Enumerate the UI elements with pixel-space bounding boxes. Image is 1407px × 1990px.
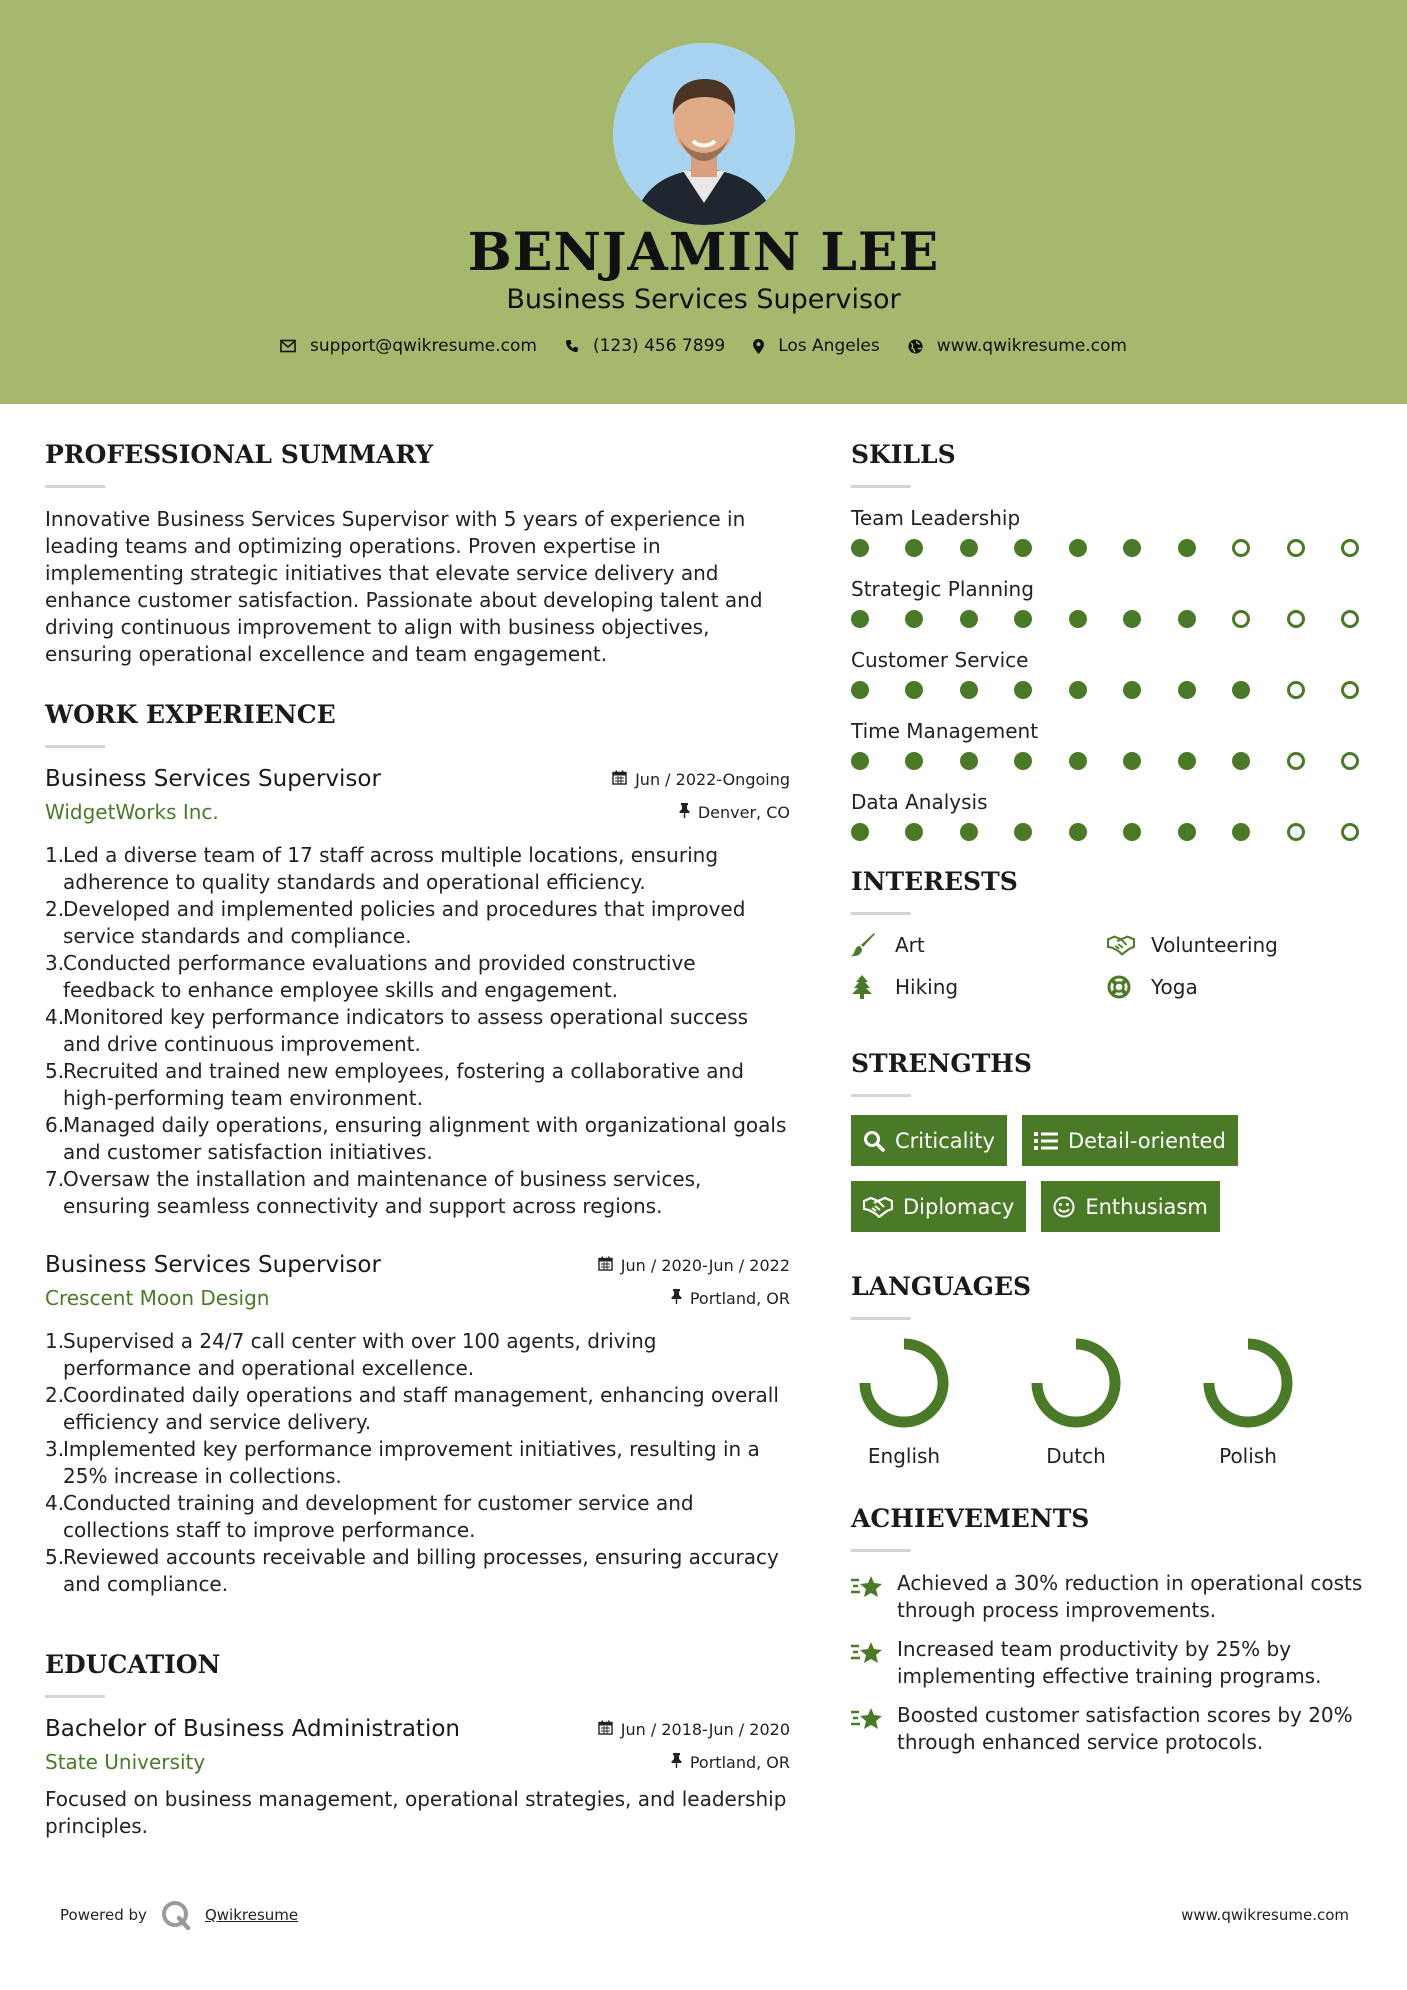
interest-item [1107,933,1363,957]
strengths-list [851,1115,1371,1232]
footer-powered-by [60,1900,298,1930]
section-divider [45,1695,105,1698]
section-divider [45,485,105,488]
rating-dot-filled [851,681,869,699]
rating-dot-filled [1069,752,1087,770]
language-progress-ring [859,1338,949,1428]
skill-rating [851,610,1359,628]
list-item: 5. Reviewed accounts receivable and billing processes, ensuring accuracy and compliance. [45,1545,779,1596]
shooting-star-icon [851,1702,883,1756]
rating-dot-empty [1341,539,1359,557]
candidate-title: Business Services Supervisor [506,284,901,315]
website-text: www.qwikresume.com [936,336,1127,356]
rating-dot-empty [1287,681,1305,699]
interests-grid [851,933,1371,999]
location-text: Los Angeles [778,336,880,356]
language-progress-arc [1209,1344,1287,1422]
skill-item [851,577,1371,628]
rating-dot-filled [1069,823,1087,841]
list-item: 5. Recruited and trained new employees, fostering a collaborative and high-performing team environment. [45,1059,744,1110]
list-item: 4. Conducted training and development for customer service and collections staff to improve performance. [45,1491,694,1542]
achievement-item [851,1570,1371,1624]
list-item: 2. Developed and implemented policies and procedures that improved service standards and compliance. [45,897,746,948]
qwikresume-logo-icon [161,1900,191,1930]
skill-rating [851,539,1359,557]
rating-dot-empty [1287,610,1305,628]
rating-dot-filled [1069,681,1087,699]
summary-heading: PROFESSIONAL SUMMARY [45,440,434,469]
contact-email[interactable] [280,336,537,356]
tree-icon [851,975,879,999]
rating-dot-empty [1287,823,1305,841]
rating-dot-filled [1178,539,1196,557]
education-location: Portland, OR [689,1752,790,1772]
degree-title: Bachelor of Business Administration [45,1716,460,1742]
job-bullets [45,842,790,1220]
rating-dot-filled [851,823,869,841]
skill-name: Time Management [851,719,1039,743]
section-divider [851,912,911,915]
interest-label: Hiking [895,975,959,999]
contact-website[interactable] [908,336,1127,356]
strength-label: Diplomacy [903,1194,1015,1219]
strength-chip [851,1181,1026,1232]
achievement-text: Achieved a 30% reduction in operational costs through process improvements. [897,1571,1363,1622]
resume-header [0,0,1407,404]
section-divider [851,1317,911,1320]
left-column [45,440,790,1840]
rating-dot-filled [1178,752,1196,770]
skill-name: Data Analysis [851,790,988,814]
envelope-icon [280,339,296,353]
list-item: 3. Implemented key performance improvement initiatives, resulting in a 25% increase in collections. [45,1437,760,1488]
rating-dot-filled [851,539,869,557]
achievement-text: Increased team productivity by 25% by implementing effective training programs. [897,1637,1322,1688]
map-pin-icon [753,339,764,354]
list-icon [1034,1131,1058,1151]
rating-dot-filled [1014,539,1032,557]
calendar-icon [598,1720,613,1739]
list-item: 1. Supervised a 24/7 call center with over 100 agents, driving performance and operational excellence. [45,1329,657,1380]
rating-dot-filled [1178,610,1196,628]
achievements-heading: ACHIEVEMENTS [851,1504,1090,1533]
list-item: 6. Managed daily operations, ensuring alignment with organizational goals and customer satisfaction initiatives. [45,1113,787,1164]
rating-dot-filled [1232,823,1250,841]
language-progress-arc [1037,1344,1115,1422]
strength-label: Criticality [895,1128,995,1153]
education-entry [45,1716,790,1840]
strength-label: Detail-oriented [1067,1128,1226,1153]
education-description: Focused on business management, operational strategies, and leadership principles. [45,1787,787,1838]
job-title: Business Services Supervisor [45,1252,381,1278]
rating-dot-empty [1232,610,1250,628]
rating-dot-filled [1178,681,1196,699]
profile-photo [613,43,795,225]
language-name: Polish [1219,1444,1277,1468]
experience-heading: WORK EXPERIENCE [45,700,336,729]
interest-label: Volunteering [1151,933,1278,957]
candidate-name: BENJAMIN LEE [467,222,940,283]
interest-item [1107,975,1363,999]
language-progress-arc [865,1344,943,1422]
shooting-star-icon [851,1636,883,1690]
rating-dot-filled [905,823,923,841]
rating-dot-filled [1014,681,1032,699]
rating-dot-filled [1123,539,1141,557]
phone-icon [565,339,579,353]
shooting-star-icon [851,1570,883,1624]
rating-dot-filled [905,681,923,699]
strength-chip [1041,1181,1219,1232]
footer-website[interactable]: www.qwikresume.com [1181,1906,1349,1924]
pushpin-icon [671,1753,682,1772]
list-item: 1. Led a diverse team of 17 staff across multiple locations, ensuring adherence to quality standards and operational efficiency. [45,843,719,894]
rating-dot-filled [851,752,869,770]
strength-label: Enthusiasm [1085,1194,1208,1219]
language-progress-ring [1203,1338,1293,1428]
language-item [859,1338,949,1468]
lifebuoy-icon [1107,975,1135,999]
section-divider [851,1094,911,1097]
contact-phone[interactable] [565,336,725,356]
interest-label: Yoga [1151,975,1198,999]
achievement-text: Boosted customer satisfaction scores by 20% through enhanced service protocols. [897,1703,1353,1754]
skill-rating [851,681,1359,699]
section-divider [851,485,911,488]
job-entry [45,1252,790,1598]
rating-dot-filled [960,539,978,557]
company-name: WidgetWorks Inc. [45,800,219,824]
summary-text: Innovative Business Services Supervisor with 5 years of experience in leading teams and optimizing operations. Proven expertise in implementing strategic initiatives that elevate service delivery and enhance customer satisfaction. Passionate about developing talent and driving continuous improvement to align with business objectives, ensuring operational excellence and team engagement. [45,507,763,666]
achievement-item [851,1702,1371,1756]
calendar-icon [598,1256,613,1275]
rating-dot-filled [1232,752,1250,770]
skills-heading: SKILLS [851,440,956,469]
language-item [1203,1338,1293,1468]
language-name: English [867,1444,941,1468]
rating-dot-filled [960,681,978,699]
rating-dot-filled [960,823,978,841]
skill-name: Team Leadership [851,506,1021,530]
language-progress-ring [1031,1338,1121,1428]
rating-dot-filled [1123,681,1141,699]
skill-name: Customer Service [851,648,1029,672]
section-divider [851,1549,911,1552]
achievement-item [851,1636,1371,1690]
rating-dot-filled [905,539,923,557]
rating-dot-empty [1232,539,1250,557]
skill-rating [851,752,1359,770]
contact-bar [0,336,1407,356]
job-dates: Jun / 2020-Jun / 2022 [620,1256,790,1275]
skill-rating [851,823,1359,841]
job-location: Denver, CO [697,802,790,822]
skill-item [851,648,1371,699]
rating-dot-filled [1014,823,1032,841]
right-column [851,440,1371,1768]
education-dates: Jun / 2018-Jun / 2020 [620,1720,790,1739]
powered-by-text: Powered by [60,1906,147,1924]
job-dates: Jun / 2022-Ongoing [635,770,790,789]
search-icon [863,1130,885,1152]
strength-chip [851,1115,1007,1166]
interest-label: Art [895,933,925,957]
handshake-icon [863,1196,893,1218]
contact-location [753,336,880,356]
skill-item [851,790,1371,841]
calendar-icon [612,770,627,789]
rating-dot-filled [1069,610,1087,628]
skill-item [851,719,1371,770]
skill-name: Strategic Planning [851,577,1034,601]
globe-icon [908,339,923,354]
achievements-list [851,1570,1371,1756]
rating-dot-filled [960,752,978,770]
interest-item [851,933,1107,957]
rating-dot-filled [905,610,923,628]
paintbrush-icon [851,933,879,957]
rating-dot-empty [1287,539,1305,557]
languages-heading: LANGUAGES [851,1272,1032,1301]
job-entry [45,766,790,1220]
rating-dot-empty [1341,681,1359,699]
list-item: 3. Conducted performance evaluations and provided constructive feedback to enhance employee skills and engagement. [45,951,696,1002]
rating-dot-filled [1232,681,1250,699]
job-location: Portland, OR [689,1288,790,1308]
rating-dot-empty [1341,823,1359,841]
education-heading: EDUCATION [45,1650,221,1679]
qwikresume-link[interactable]: Qwikresume [204,1906,299,1924]
company-name: Crescent Moon Design [45,1286,270,1310]
skills-list [851,506,1371,841]
rating-dot-filled [1123,610,1141,628]
strength-chip [1022,1115,1238,1166]
languages-list [851,1338,1371,1468]
interest-item [851,975,1107,999]
job-title: Business Services Supervisor [45,766,381,792]
pushpin-icon [671,1289,682,1308]
rating-dot-filled [1123,823,1141,841]
strengths-heading: STRENGTHS [851,1049,1032,1078]
pushpin-icon [679,803,690,822]
rating-dot-filled [960,610,978,628]
interests-heading: INTERESTS [851,867,1018,896]
rating-dot-empty [1341,752,1359,770]
language-item [1031,1338,1121,1468]
job-bullets [45,1328,790,1598]
phone-text: (123) 456 7899 [592,336,726,356]
rating-dot-filled [905,752,923,770]
list-item: 2. Coordinated daily operations and staff management, enhancing overall efficiency and service delivery. [45,1383,779,1434]
list-item: 4. Monitored key performance indicators to assess operational success and drive continuous improvement. [45,1005,749,1056]
skill-item [851,506,1371,557]
rating-dot-filled [851,610,869,628]
email-text: support@qwikresume.com [310,336,537,356]
rating-dot-filled [1178,823,1196,841]
section-divider [45,745,105,748]
handshake-icon [1107,934,1135,956]
rating-dot-empty [1341,610,1359,628]
language-name: Dutch [1046,1444,1106,1468]
list-item: 7. Oversaw the installation and maintenance of business services, ensuring seamless connectivity and support across regions. [45,1167,702,1218]
rating-dot-empty [1287,752,1305,770]
rating-dot-filled [1069,539,1087,557]
rating-dot-filled [1014,610,1032,628]
smile-icon [1053,1196,1075,1218]
rating-dot-filled [1123,752,1141,770]
school-name: State University [45,1750,206,1774]
rating-dot-filled [1014,752,1032,770]
